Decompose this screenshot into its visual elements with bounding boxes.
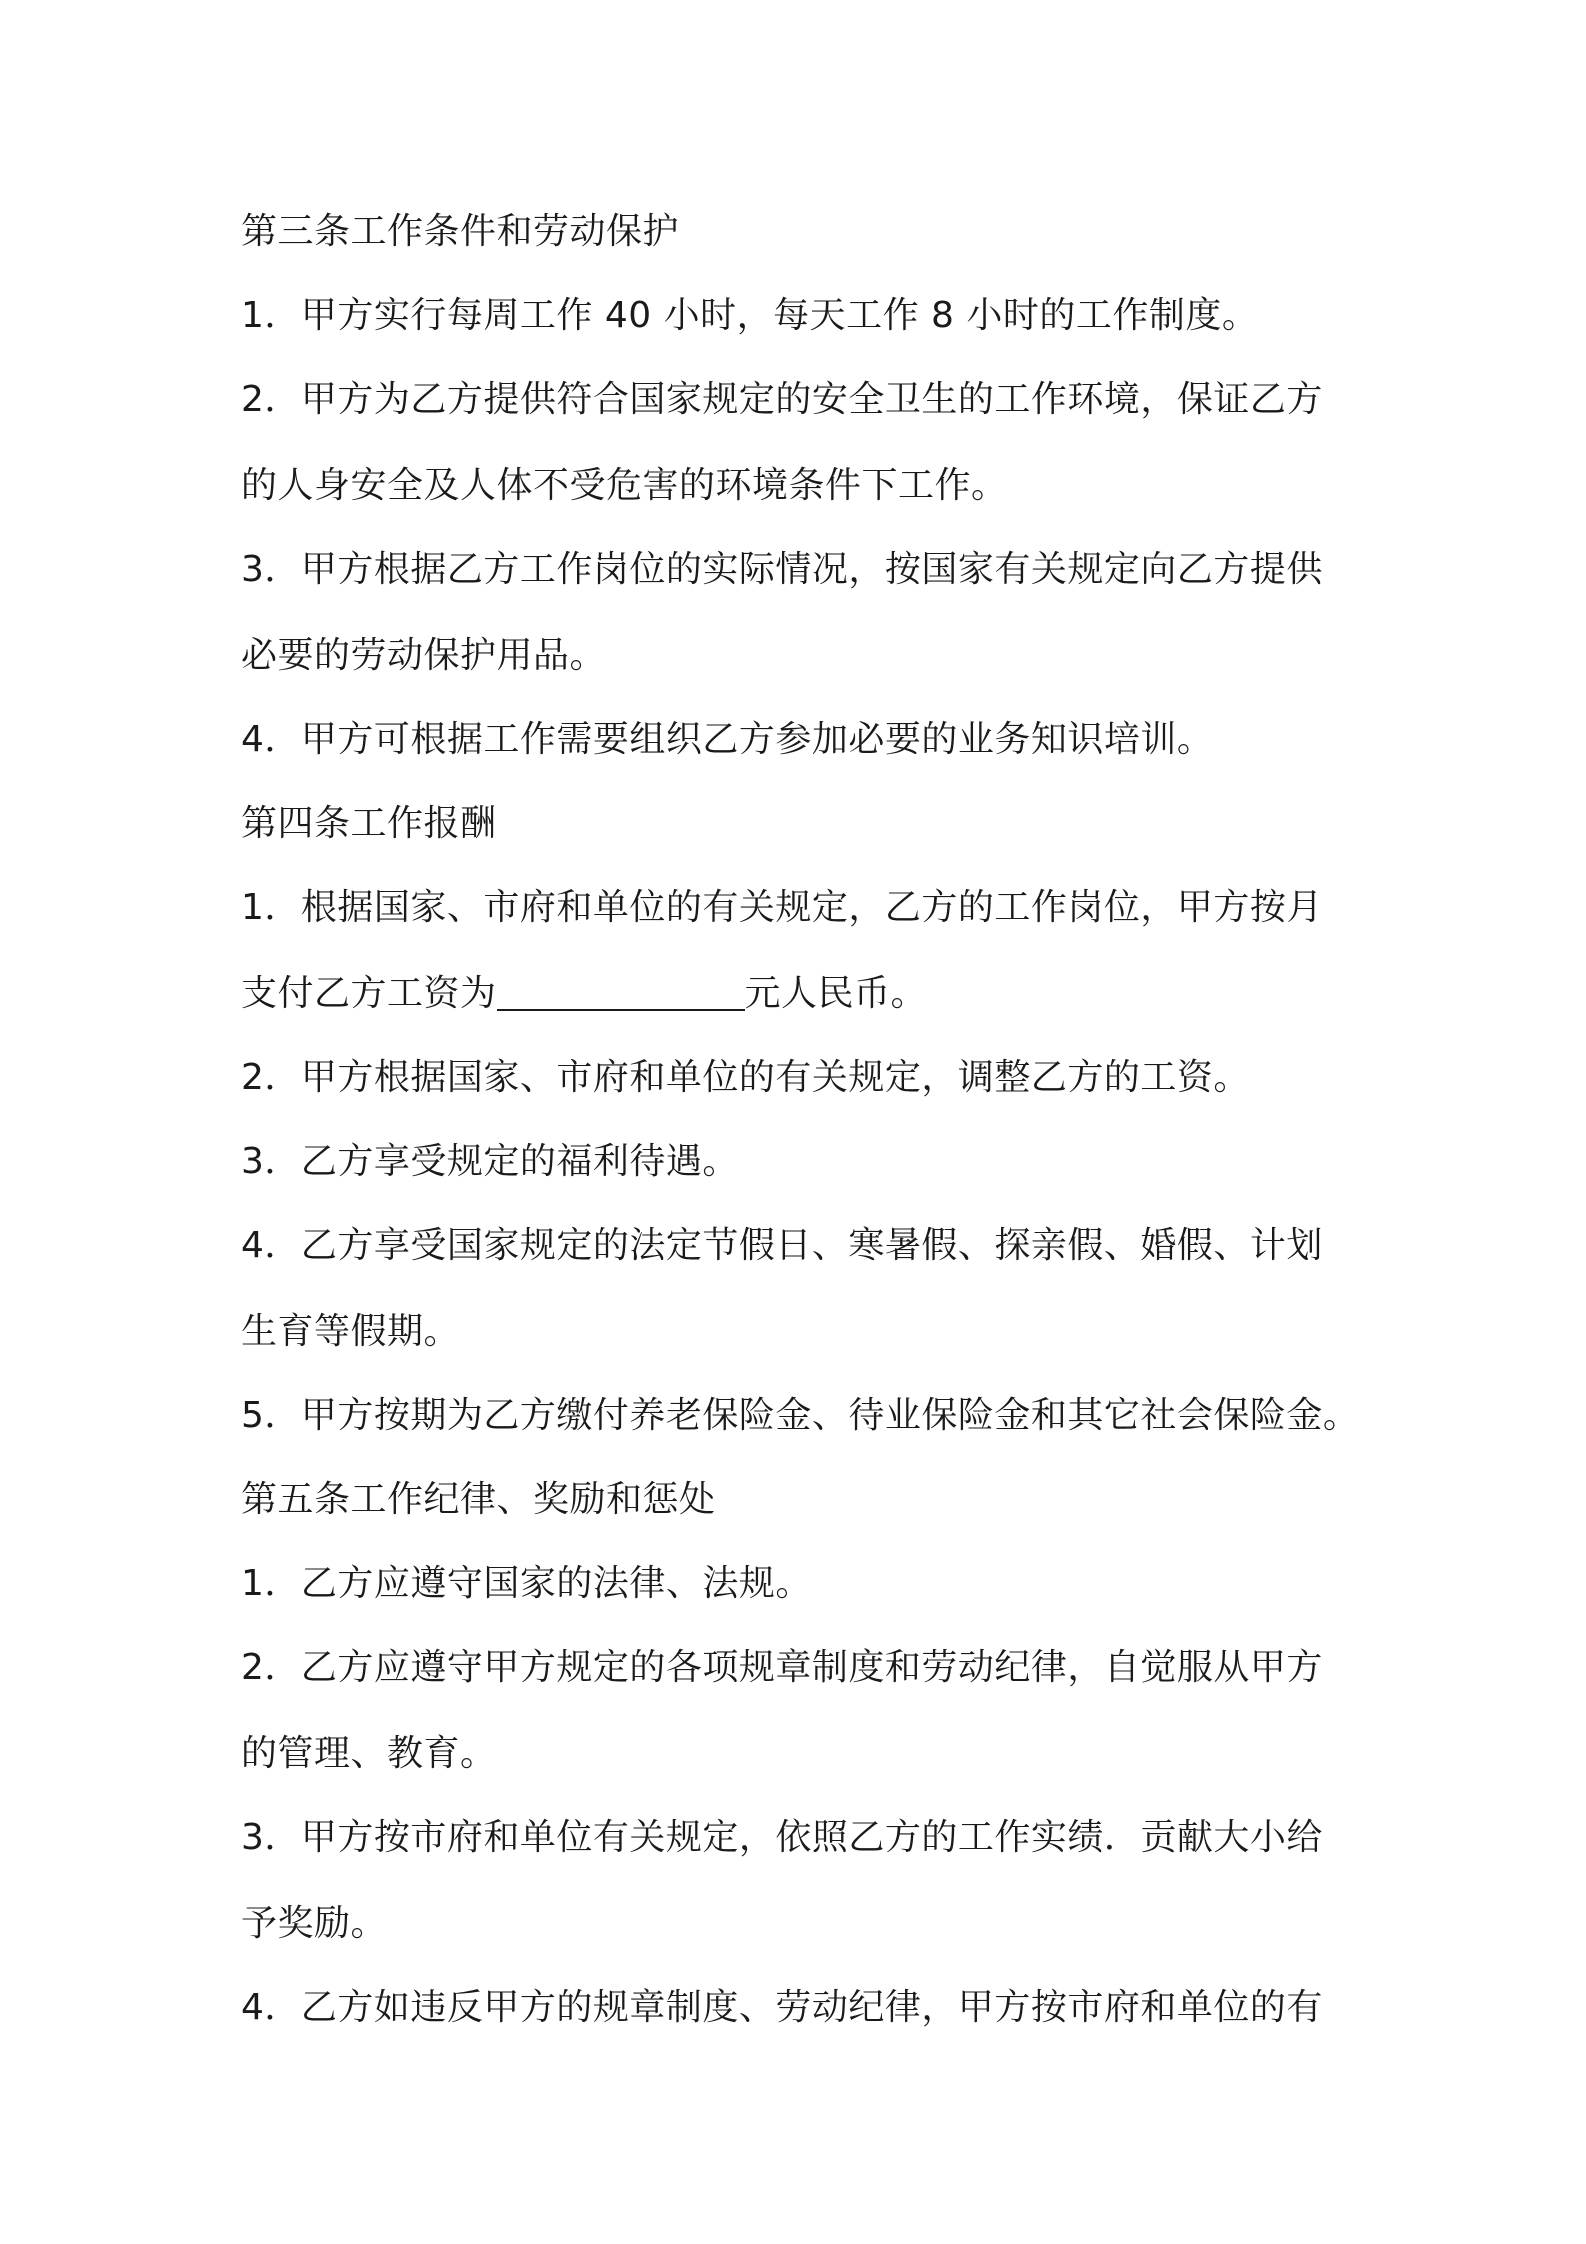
- article-4-item-1-line-1: 1．根据国家、市府和单位的有关规定，乙方的工作岗位，甲方按月: [241, 887, 1323, 928]
- article-4-item-5: 5．甲方按期为乙方缴付养老保险金、待业保险金和其它社会保险金。: [241, 1395, 1360, 1436]
- article-3-item-3-line-2: 必要的劳动保护用品。: [241, 635, 607, 676]
- article-3-item-4: 4．甲方可根据工作需要组织乙方参加必要的业务知识培训。: [241, 719, 1214, 760]
- salary-blank-field: [497, 969, 745, 1011]
- article-5-item-4-line-1: 4．乙方如违反甲方的规章制度、劳动纪律，甲方按市府和单位的有: [241, 1987, 1323, 2028]
- article-3-heading: 第三条工作条件和劳动保护: [241, 211, 680, 252]
- salary-label: 支付乙方工资为: [241, 973, 497, 1014]
- article-4-item-1-line-2: [241, 958, 1381, 1042]
- article-4-item-4-line-1: 4．乙方享受国家规定的法定节假日、寒暑假、探亲假、婚假、计划: [241, 1225, 1323, 1266]
- article-3-item-3-line-1: 3．甲方根据乙方工作岗位的实际情况，按国家有关规定向乙方提供: [241, 549, 1323, 590]
- salary-unit: 元人民币。: [744, 973, 928, 1014]
- document-body: [241, 196, 1381, 2056]
- article-4-heading: 第四条工作报酬: [241, 803, 497, 844]
- article-5-item-3-line-2: 予奖励。: [241, 1903, 388, 1944]
- article-5-heading: 第五条工作纪律、奖励和惩处: [241, 1479, 716, 1520]
- article-5-item-2-line-2: 的管理、教育。: [241, 1733, 497, 1774]
- article-4-item-2: 2．甲方根据国家、市府和单位的有关规定，调整乙方的工资。: [241, 1057, 1250, 1098]
- article-4-item-3: 3．乙方享受规定的福利待遇。: [241, 1141, 739, 1182]
- article-4-item-4-line-2: 生育等假期。: [241, 1311, 461, 1352]
- article-5-item-3-line-1: 3．甲方按市府和单位有关规定，依照乙方的工作实绩．贡献大小给: [241, 1817, 1323, 1858]
- article-3-item-2-line-1: 2．甲方为乙方提供符合国家规定的安全卫生的工作环境，保证乙方: [241, 379, 1323, 420]
- article-5-item-1: 1．乙方应遵守国家的法律、法规。: [241, 1563, 812, 1604]
- article-3-item-2-line-2: 的人身安全及人体不受危害的环境条件下工作。: [241, 465, 1008, 506]
- article-5-item-2-line-1: 2．乙方应遵守甲方规定的各项规章制度和劳动纪律，自觉服从甲方: [241, 1647, 1323, 1688]
- article-3-item-1: 1．甲方实行每周工作 40 小时，每天工作 8 小时的工作制度。: [241, 295, 1259, 336]
